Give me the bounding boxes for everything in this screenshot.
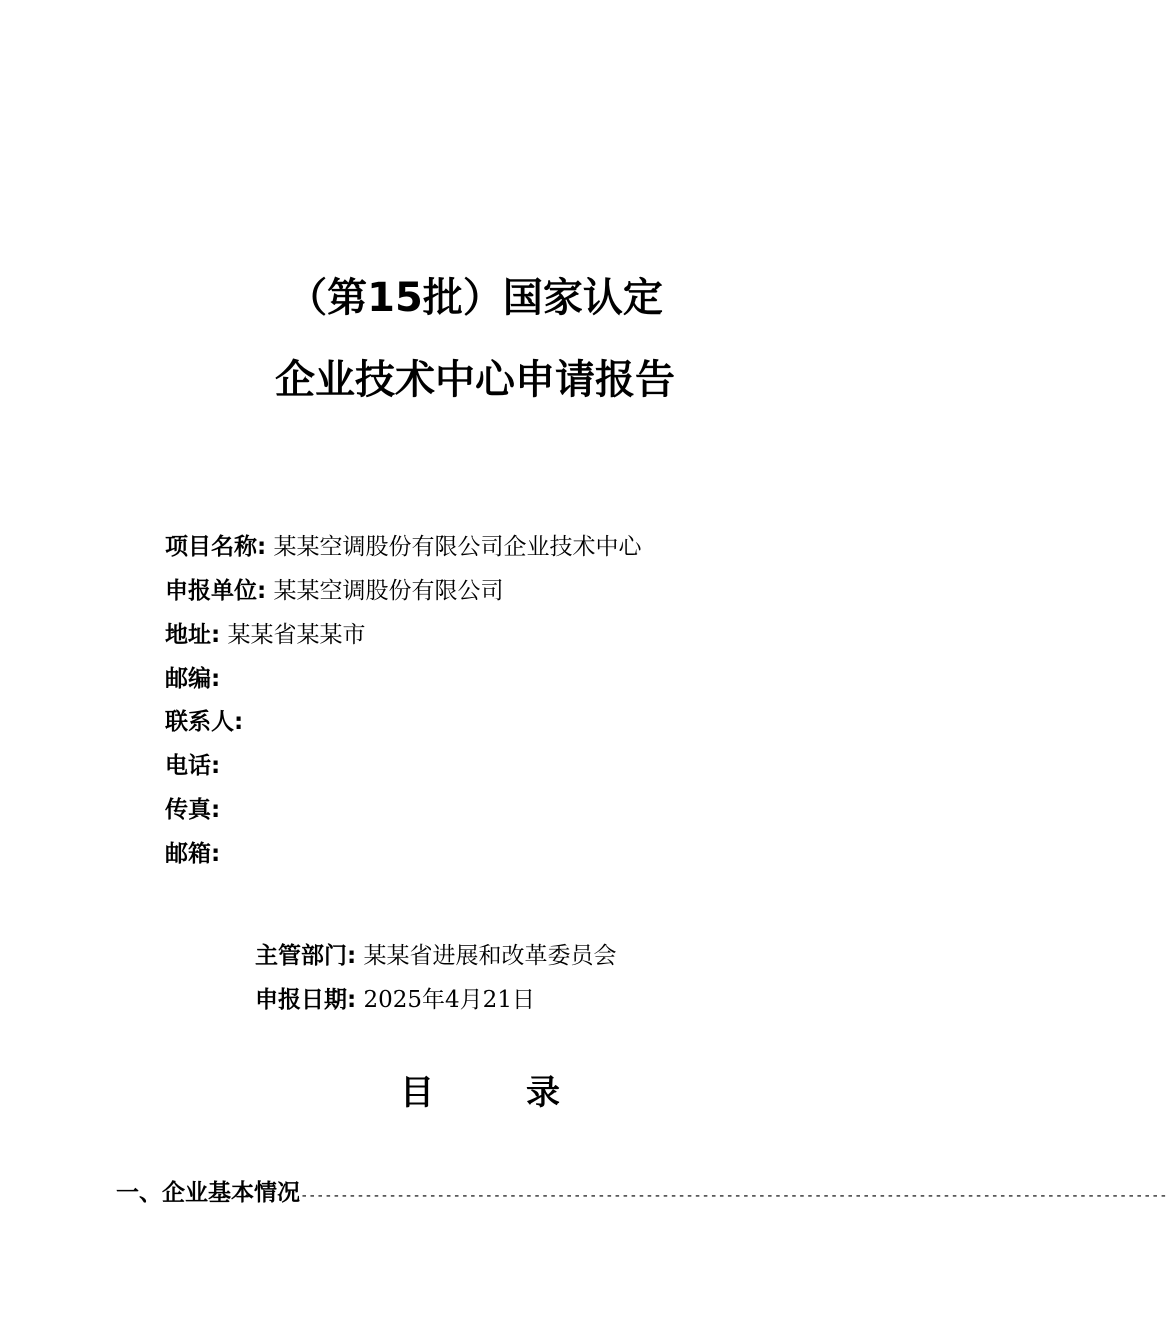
toc-heading: 目录: [400, 1073, 652, 1113]
toc-entry-title: 一、企业基本情况: [116, 1180, 300, 1206]
cover-title-line-1: （第15批）国家认定: [287, 275, 663, 321]
cover-title-line-2: 企业技术中心申请报告: [275, 357, 675, 403]
address-label: 地址:: [165, 622, 221, 648]
postcode-label: 邮编:: [165, 666, 221, 692]
address-value: 某某省某某市: [227, 622, 366, 648]
phone-row: [165, 751, 220, 781]
date-value: 2025年4月21日: [363, 987, 535, 1013]
department-row: [255, 941, 617, 971]
fax-label: 传真:: [165, 797, 221, 823]
applicant-unit-value: 某某空调股份有限公司: [273, 578, 504, 604]
email-row: [165, 839, 220, 869]
department-value: 某某省进展和改革委员会: [363, 943, 617, 969]
fax-row: [165, 795, 220, 825]
contact-row: [165, 707, 243, 737]
date-label: 申报日期:: [255, 987, 357, 1013]
project-name-value: 某某空调股份有限公司企业技术中心: [273, 534, 642, 560]
department-label: 主管部门:: [255, 943, 357, 969]
contact-label: 联系人:: [165, 709, 244, 735]
date-row: [255, 985, 535, 1015]
email-label: 邮箱:: [165, 841, 221, 867]
applicant-unit-label: 申报单位:: [165, 578, 267, 604]
address-row: [165, 620, 366, 650]
toc-entry-leader: ------------------------------------------------------------------------------------------------------------: [300, 1188, 1167, 1204]
project-name-label: 项目名称:: [165, 534, 267, 560]
phone-label: 电话:: [165, 753, 221, 779]
toc-entry[interactable]: [116, 1178, 1167, 1211]
applicant-unit-row: [165, 576, 504, 606]
postcode-row: [165, 664, 220, 694]
project-name-row: [165, 532, 642, 562]
